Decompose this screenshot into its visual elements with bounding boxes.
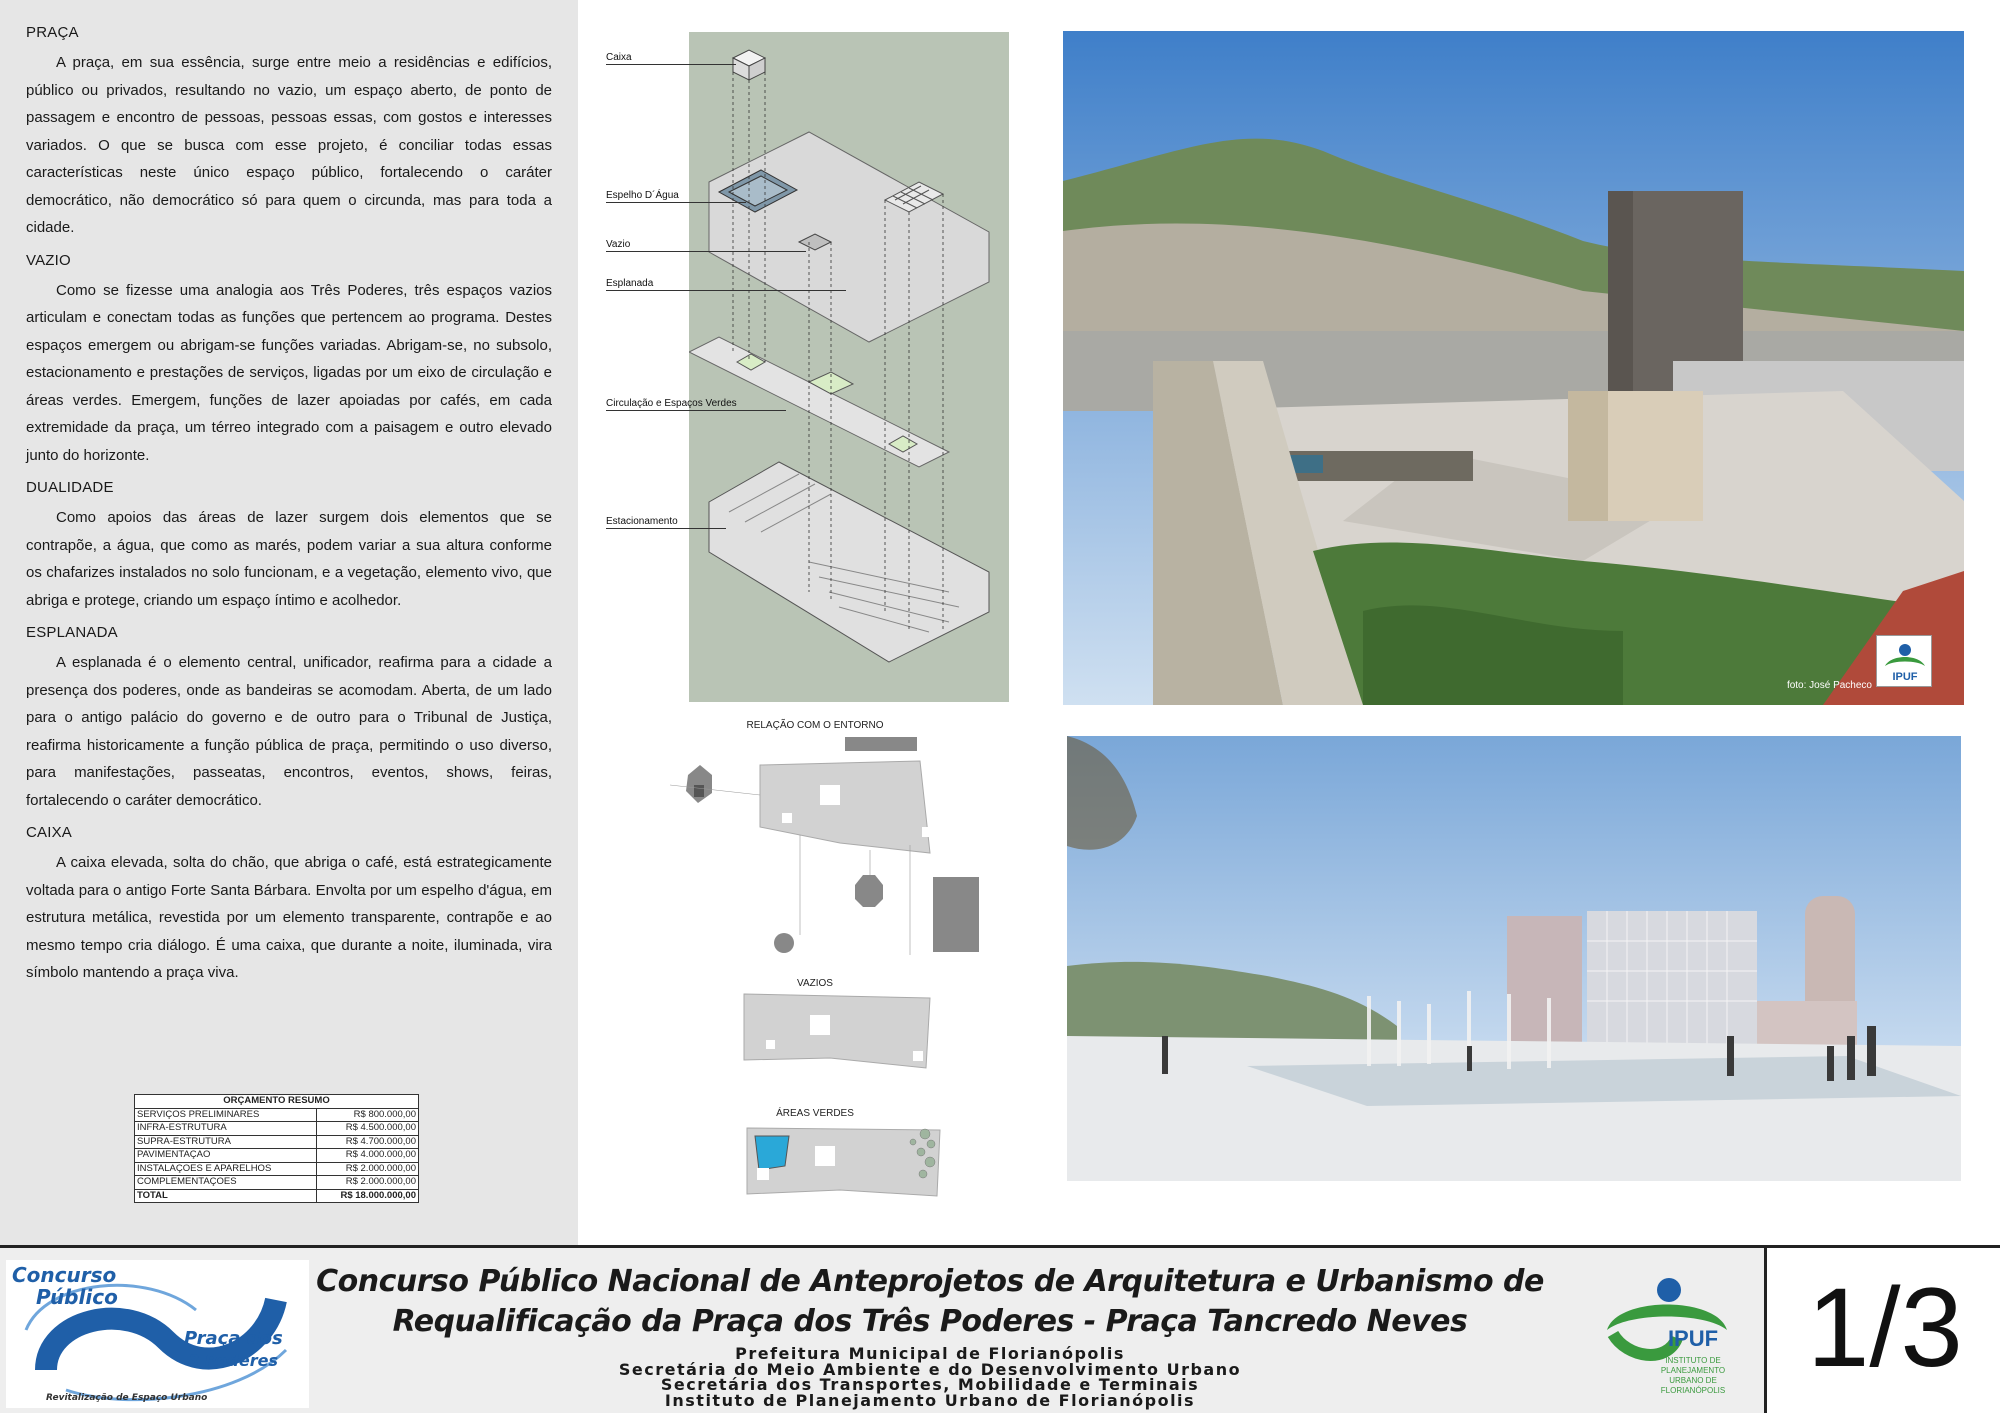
label-caixa: Caixa: [606, 52, 632, 63]
competition-title: [310, 1262, 1550, 1408]
subtitle-instituto: Instituto de Planejamento Urbano de Florianópolis: [664, 1390, 1196, 1410]
ipuf-icon: [1877, 636, 1933, 688]
section-title: DUALIDADE: [26, 479, 114, 496]
concurso-logo: [6, 1260, 309, 1408]
budget-item: INFRA-ESTRUTURA: [135, 1122, 317, 1136]
section-body: A esplanada é o elemento central, unificador, reafirma para a cidade a presença dos poderes, onde as bandeiras se acomodam. Aberta, de um lado para o antigo palácio do governo e de outro para o Tribunal de Justiça, reafirma historicamente a função pública de praça, permitindo o uso diverso, para manifestações, passeatas, encontros, eventos, shows, feiras, fortalecendo o caráter democrático.: [26, 654, 552, 809]
section-body: Como se fizesse uma analogia aos Três Poderes, três espaços vazios articulam e conectam todas as funções que pertencem ao programa. Destes espaços emergem ou abrigam-se funções variadas. Abrigam-se, no subsolo, estacionamento e prestações de serviços, ligadas por um eixo de circulação e áreas verdes. Emergem, funções de lazer apoiadas por cafés, em cada extremidade da praça, um térreo integrado com a paisagem e outro elevado junto do horizonte.: [26, 281, 552, 464]
budget-item: SUPRA-ESTRUTURA: [135, 1135, 317, 1149]
table-row: [135, 1176, 419, 1190]
ipuf-line4: FLORIANÓPOLIS: [1660, 1386, 1726, 1395]
estacionamento-layer: [709, 462, 989, 662]
budget-item: SERVIÇOS PRELIMINARES: [135, 1108, 317, 1122]
diagram-title-areas-verdes: ÁREAS VERDES: [776, 1108, 854, 1119]
label-circulacao: Circulação e Espaços Verdes: [606, 398, 737, 409]
logo-text-line2: Público: [36, 1285, 118, 1309]
concurso-logo-graphic: [6, 1260, 309, 1408]
caixa-volume: [733, 50, 765, 80]
text-column: [0, 0, 578, 1245]
budget-item: COMPLEMENTAÇOES: [135, 1176, 317, 1190]
subtitle-transportes: Secretária dos Transportes, Mobilidade e Terminais: [660, 1375, 1200, 1394]
section-caixa: [26, 824, 552, 987]
section-title: PRAÇA: [26, 24, 79, 41]
table-row: [135, 1135, 419, 1149]
table-row: [135, 1162, 419, 1176]
ground-render-photo: [1067, 736, 1961, 1181]
label-estacionamento: Estacionamento: [606, 516, 678, 527]
ipuf-line2: PLANEJAMENTO: [1660, 1366, 1726, 1375]
budget-total-value: R$ 18.000.000,00: [317, 1189, 419, 1203]
section-praca: [26, 24, 552, 242]
budget-total-label: TOTAL: [135, 1189, 317, 1203]
budget-table: [134, 1094, 419, 1203]
leader-line: [606, 410, 786, 411]
table-row: [135, 1149, 419, 1163]
budget-value: R$ 4.000.000,00: [317, 1149, 419, 1163]
axonometric-drawing: [689, 32, 1009, 702]
sheet-number: 1/3: [1807, 1265, 1963, 1390]
label-vazio: Vazio: [606, 239, 631, 250]
budget-item: PAVIMENTAÇAO: [135, 1149, 317, 1163]
diagram-vazios: [740, 990, 940, 1070]
ground-scene: [1067, 736, 1961, 1181]
section-body: A caixa elevada, solta do chão, que abriga o café, está estrategicamente voltada para o antigo Forte Santa Bárbara. Envolta por um espelho d'água, em estrutura metálica, revestida por um elemento transparente, contrapõe e ao mesmo tempo cria diálogo. É uma caixa, que durante a noite, iluminada, vira símbolo mantendo a praça viva.: [26, 854, 552, 981]
ipuf-small-logo: [1876, 635, 1932, 687]
aerial-scene: [1063, 31, 1964, 705]
leader-line: [606, 528, 726, 529]
section-vazio: [26, 252, 552, 470]
photo-credit: foto: José Pacheco: [1786, 680, 1872, 691]
logo-text-line4: 3 Poderes: [188, 1351, 278, 1370]
ipuf-name: IPUF: [1667, 1326, 1719, 1351]
aerial-render-photo: [1063, 31, 1964, 705]
budget-title: ORÇAMENTO RESUMO: [135, 1095, 419, 1109]
label-esplanada: Esplanada: [606, 278, 654, 289]
leader-line: [606, 251, 806, 252]
budget-value: R$ 2.000.000,00: [317, 1176, 419, 1190]
ipuf-logo: [1597, 1268, 1737, 1408]
budget-value: R$ 800.000,00: [317, 1108, 419, 1122]
section-title: ESPLANADA: [26, 624, 118, 641]
ipuf-small-text: IPUF: [1892, 671, 1918, 683]
diagram-relacao: [670, 735, 1000, 965]
budget-value: R$ 4.500.000,00: [317, 1122, 419, 1136]
leader-line: [606, 64, 736, 65]
section-title: VAZIO: [26, 251, 71, 269]
logo-text-line1: Concurso: [12, 1263, 117, 1287]
leader-line: [606, 202, 746, 203]
subtitle-prefeitura: Prefeitura Municipal de Florianópolis: [735, 1344, 1125, 1363]
section-dualidade: [26, 479, 552, 614]
label-espelho: Espelho D´Água: [606, 190, 679, 201]
budget-value: R$ 4.700.000,00: [317, 1135, 419, 1149]
table-row: [135, 1108, 419, 1122]
table-row: [135, 1122, 419, 1136]
logo-tagline: Revitalização de Espaço Urbano: [46, 1393, 208, 1403]
diagram-title-vazios: VAZIOS: [797, 978, 833, 989]
exploded-axonometric: [689, 32, 1009, 702]
budget-item: INSTALAÇOES E APARELHOS: [135, 1162, 317, 1176]
budget-total-row: [135, 1189, 419, 1203]
section-body: A praça, em sua essência, surge entre meio a residências e edifícios, público ou privados, resultando no vazio, um espaço aberto, de ponto de passagem e encontro de pessoas, pessoas essas, com gostos e interesses variados. O que se busca com esse projeto, é conciliar todas essas características neste único espaço público, fortalecendo o caráter democrático, não democrático só para quem o circunda, mas para toda a cidade.: [26, 54, 552, 236]
sheet-number-box: [1764, 1248, 2000, 1413]
title-line-1: Concurso Público Nacional de Anteprojetos de Arquitetura e Urbanismo de: [316, 1264, 1544, 1299]
logo-text-line3: Praça dos: [184, 1328, 283, 1349]
section-body: Como apoios das áreas de lazer surgem dois elementos que se contrapõe, a água, que como as marés, podem variar a sua altura conforme os chafarizes instalados no solo funcionam, e a vegetação, elemento vivo, que abriga e protege, criando um espaço íntimo e acolhedor.: [26, 509, 552, 609]
section-title: CAIXA: [26, 824, 73, 841]
title-line-2: Requalificação da Praça dos Três Poderes - Praça Tancredo Neves: [392, 1304, 1468, 1339]
subtitle-meio-ambiente: Secretária do Meio Ambiente e do Desenvolvimento Urbano: [618, 1359, 1242, 1379]
leader-line: [606, 290, 846, 291]
esplanada-slab: [709, 132, 989, 342]
budget-value: R$ 2.000.000,00: [317, 1162, 419, 1176]
footer-banner: [0, 1245, 2000, 1413]
section-esplanada: [26, 624, 552, 814]
diagram-title-relacao: RELAÇÃO COM O ENTORNO: [746, 720, 884, 731]
ipuf-logo-graphic: [1597, 1268, 1737, 1408]
ipuf-line1: INSTITUTO DE: [1665, 1356, 1721, 1365]
ipuf-line3: URBANO DE: [1669, 1376, 1717, 1385]
diagram-areas-verdes: [745, 1122, 950, 1202]
